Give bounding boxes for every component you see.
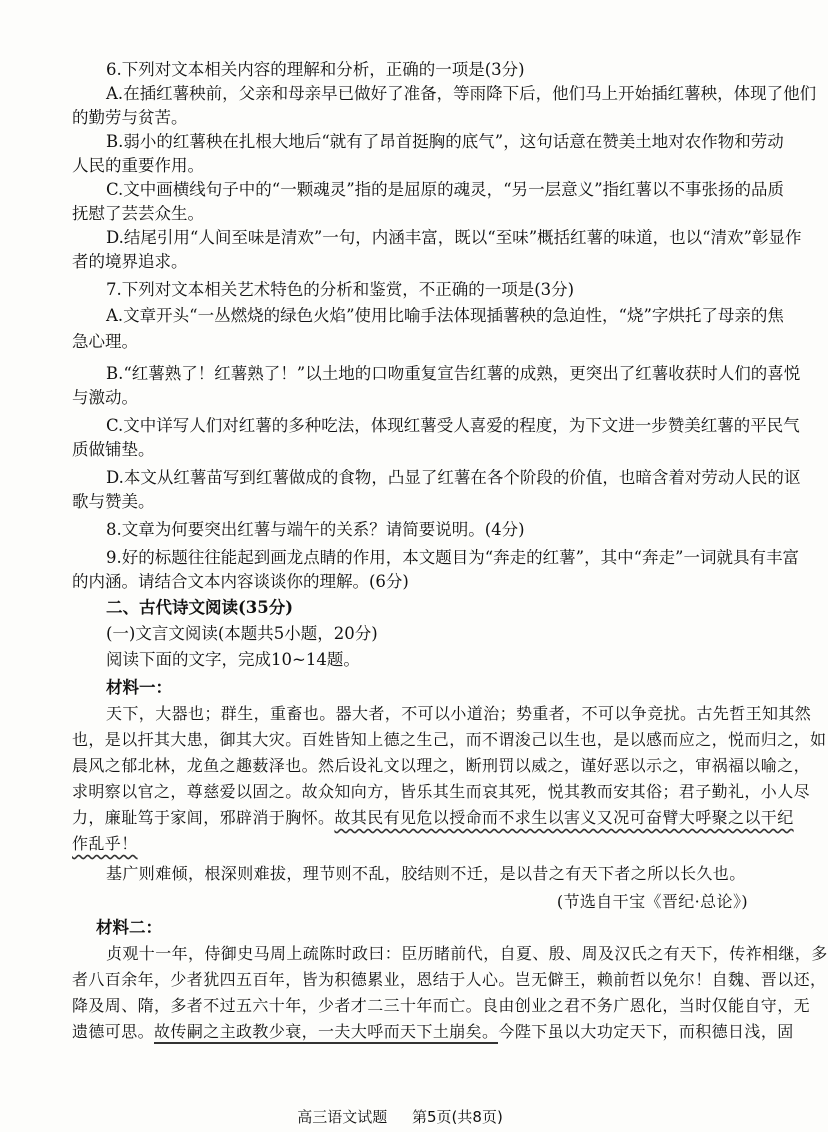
material-1-line: 也，是以扞其大患，御其大灾。百姓皆知上德之生己，而不谓浚己以生也，是以感而应之，悦而归之，如	[72, 730, 827, 749]
q9-stem-cont: 的内涵。请结合文本内容谈谈你的理解。(6分)	[72, 572, 409, 591]
section-title: 二、古代诗文阅读(35分)	[106, 598, 294, 617]
material-1-text: 力，廉耻笃于家闾，邪辟消于胸怀。	[72, 808, 335, 827]
q9-stem: 9.好的标题往往能起到画龙点睛的作用，本文题目为“奔走的红薯”，其中“奔走”一词就具有丰富	[106, 548, 799, 567]
underlined-sentence: 故传嗣之主政教少衰，一夫大呼而天下土崩矣。	[154, 1022, 498, 1044]
q6-option-d: D.结尾引用“人间至味是清欢”一句，内涵丰富，既以“至味”概括红薯的味道，也以“清欢”彰显作	[106, 228, 802, 247]
material-1-line	[72, 806, 794, 830]
q6-option-d-cont: 者的境界追求。	[72, 252, 188, 271]
q7-option-d: D.本文从红薯苗写到红薯做成的食物，凸显了红薯在各个阶段的价值，也暗含着对劳动人民的讴	[106, 468, 801, 487]
material-2-line: 者八百余年，少者犹四五百年，皆为积德累业，恩结于人心。岂无僻王，赖前哲以免尔！自魏、晋以还，	[72, 970, 827, 989]
material-1-line	[72, 832, 752, 856]
page-number: 第5页(共8页)	[412, 1108, 503, 1126]
material-2-label: 材料二：	[96, 918, 162, 937]
material-2-text: 今陛下虽以大功定天下，而积德日浅，固	[498, 1022, 794, 1041]
material-1-source: (节选自干宝《晋纪·总论》)	[556, 892, 748, 911]
reading-instruction: 阅读下面的文字，完成10~14题。	[106, 650, 360, 669]
q7-option-a-cont: 急心理。	[72, 332, 138, 351]
material-1-line: 基广则难倾，根深则难拔，理节则不乱，胶结则不迁，是以昔之有天下者之所以长久也。	[106, 864, 746, 883]
material-2-line	[72, 1020, 794, 1044]
page-footer	[0, 1106, 800, 1127]
q7-option-c: C.文中详写人们对红薯的多种吃法，体现红薯受人喜爱的程度，为下文进一步赞美红薯的平民气	[106, 416, 800, 435]
q6-option-b-cont: 人民的重要作用。	[72, 156, 204, 175]
material-2-line: 降及周、隋，多者不过五六十年，少者才二三十年而亡。良由创业之君不务广恩化，当时仅能自守，无	[72, 996, 811, 1015]
q8-stem: 8.文章为何要突出红薯与端午的关系？请简要说明。(4分)	[106, 520, 525, 539]
q7-option-c-cont: 质做铺垫。	[72, 440, 155, 459]
material-2-line: 贞观十一年，侍御史马周上疏陈时政曰：臣历睹前代，自夏、殷、周及汉氏之有天下，传祚相继，多	[106, 944, 828, 963]
q6-option-c: C.文中画横线句子中的“一颗魂灵”指的是屈原的魂灵，“另一层意义”指红薯以不事张扬的品质	[106, 180, 785, 199]
material-1-label: 材料一：	[106, 678, 172, 697]
wavy-underlined-sentence: 故其民有见危以授命而不求生以害义又况可奋臂大呼聚之以干纪	[334, 808, 794, 827]
wavy-underlined-sentence-end: 作乱乎！	[72, 834, 138, 853]
q7-stem: 7.下列对文本相关艺术特色的分析和鉴赏，不正确的一项是(3分)	[106, 280, 575, 299]
q7-option-b: B.“红薯熟了！红薯熟了！”以土地的口吻重复宣告红薯的成熟，更突出了红薯收获时人们的喜悦	[106, 364, 801, 383]
q7-option-a: A.文章开头“一丛燃烧的绿色火焰”使用比喻手法体现插薯秧的急迫性，“烧”字烘托了母亲的焦	[106, 306, 784, 325]
material-1-line: 晨风之郁北林，龙鱼之趣薮泽也。然后设礼文以理之，断刑罚以威之，谨好恶以示之，审祸福以喻之，	[72, 756, 811, 775]
q7-option-d-cont: 歌与赞美。	[72, 492, 155, 511]
footer-title: 高三语文试题	[297, 1108, 388, 1126]
q6-stem: 6.下列对文本相关内容的理解和分析，正确的一项是(3分)	[106, 60, 525, 79]
material-1-line: 天下，大器也；群生，重畜也。器大者，不可以小道治；势重者，不可以争竞扰。古先哲王知其然	[106, 704, 812, 723]
material-1-line: 求明察以官之，尊慈爱以固之。故众知向方，皆乐其生而哀其死，悦其教而安其俗；君子勤礼，小人尽	[72, 782, 811, 801]
material-2-text: 遗德可思。	[72, 1022, 155, 1041]
q6-option-a-cont: 的勤劳与贫苦。	[72, 108, 188, 127]
q6-option-a: A.在插红薯秧前，父亲和母亲早已做好了准备，等雨降下后，他们马上开始插红薯秧，体现了他们	[106, 84, 817, 103]
subsection-title: (一)文言文阅读(本题共5小题，20分)	[106, 624, 378, 643]
q7-option-b-cont: 与激动。	[72, 388, 138, 407]
q6-option-c-cont: 抚慰了芸芸众生。	[72, 204, 204, 223]
q6-option-b: B.弱小的红薯秧在扎根大地后“就有了昂首挺胸的底气”，这句话意在赞美土地对农作物和劳动	[106, 132, 784, 151]
